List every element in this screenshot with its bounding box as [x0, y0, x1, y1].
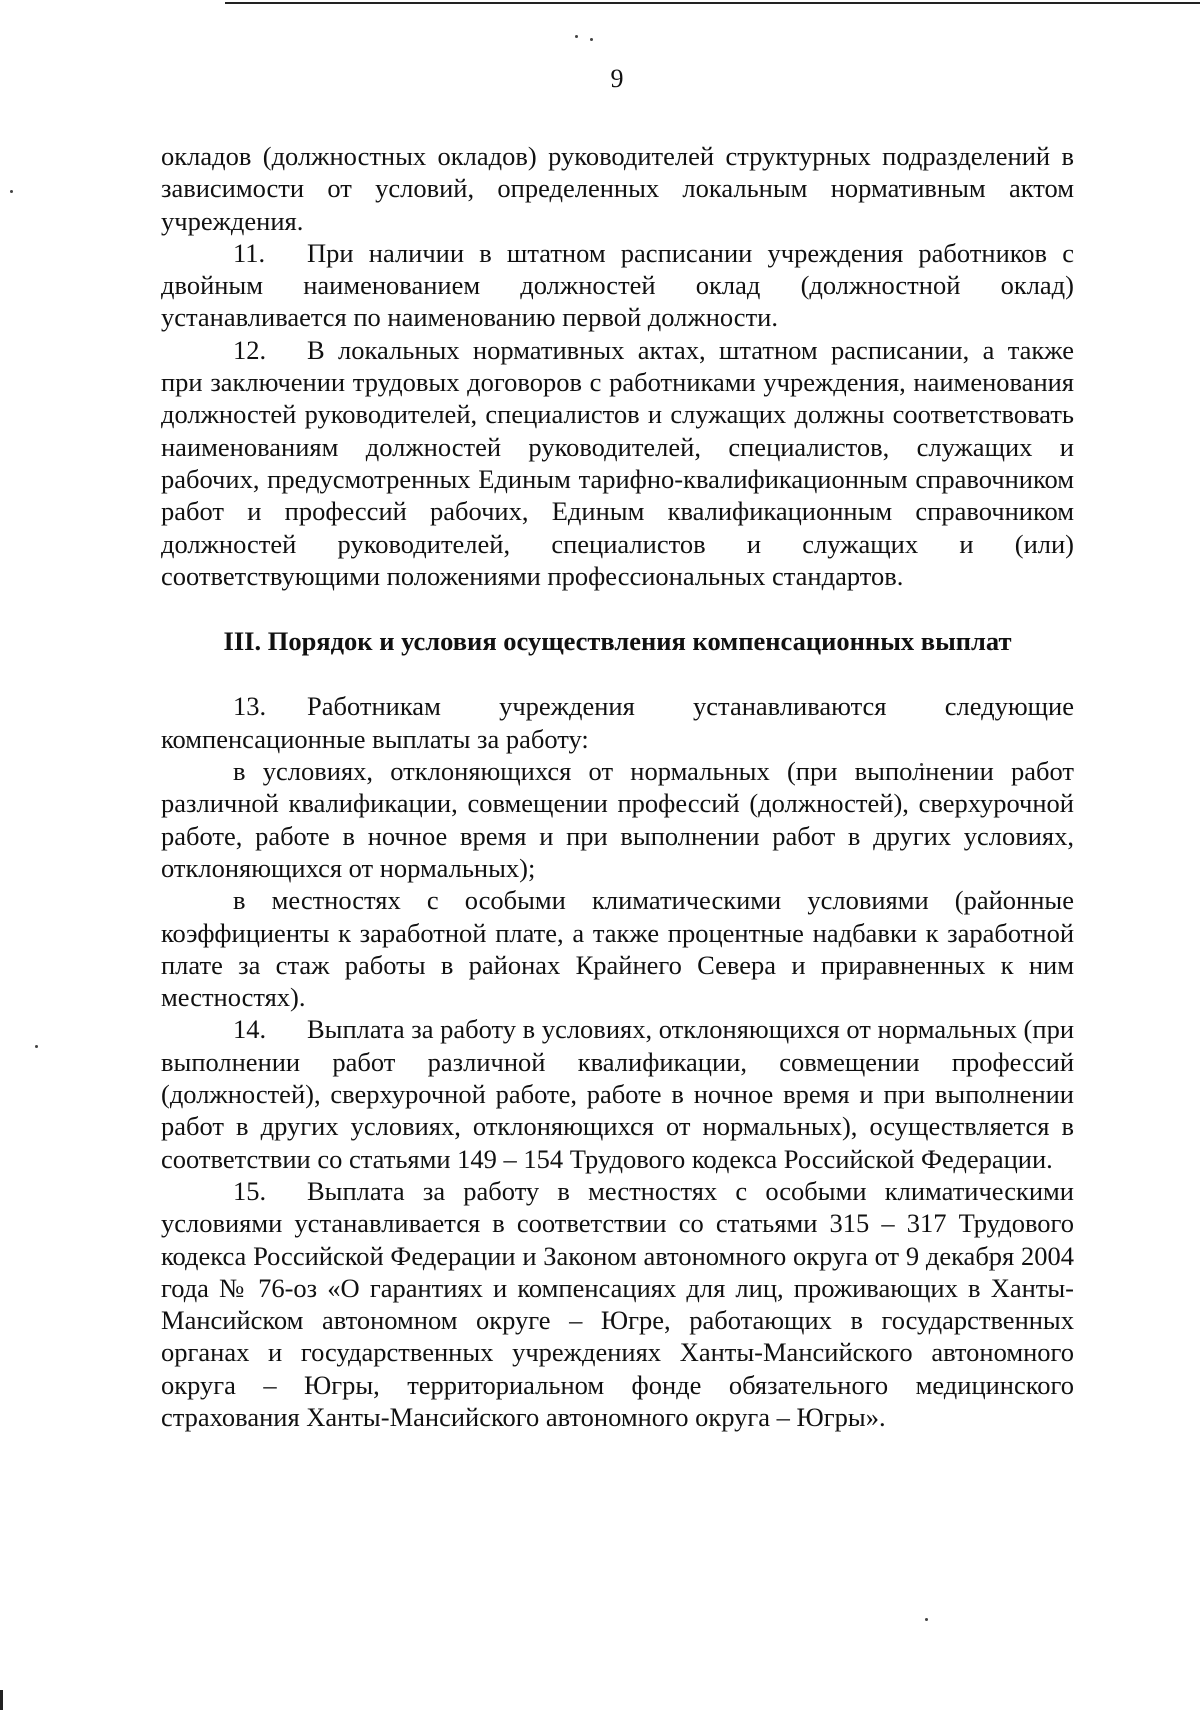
paragraph-number: 15. — [233, 1175, 267, 1206]
section-heading: III. Порядок и условия осуществления компенсационных выплат — [223, 626, 1012, 657]
document-body — [161, 140, 1074, 1433]
scan-speck — [35, 1045, 38, 1048]
scan-speck — [10, 190, 13, 193]
paragraph-11: 11. При наличии в штатном расписании учреждения работников с двойным наименованием должностей оклад (должностной оклад) устанавливается по наименованию первой должности. — [161, 237, 1074, 333]
paragraph-number: 14. — [233, 1014, 267, 1045]
paragraph-number: 11. — [233, 237, 266, 268]
paragraph-13-item-2: в местностях с особыми климатическими условиями (районные коэффициенты к заработной плате, а также процентные надбавки к заработной плате за стаж работы в районах Крайнего Севера и приравненных к ним местностях). — [161, 885, 1074, 1013]
paragraph-15: 15. Выплата за работу в местностях с особыми климатическими условиями устанавливается в соответствии со статьями 315 – 317 Трудового кодекса Российской Федерации и Законом автономного округа от 9 декабря 2004 года № 76-оз «О гарантиях и компенсациях для лиц, проживающих в Ханты-Мансийском автономном округе – Югре, работающих в государственных органах и государственных учреждениях Ханты-Мансийского автономного округа – Югры, территориальном фонде обязательного медицинского страхования Ханты-Мансийского автономного округа – Югры». — [161, 1175, 1074, 1432]
scan-speck — [575, 35, 578, 38]
paragraph-number: 13. — [233, 691, 267, 722]
paragraph-13: 13. Работникам учреждения устанавливаются следующие компенсационные выплаты за работу: — [161, 691, 1074, 754]
scan-speck — [590, 38, 593, 41]
paragraph-continuation: окладов (должностных окладов) руководителей структурных подразделений в зависимости от условий, определенных локальным нормативным актом учреждения. — [161, 141, 1074, 236]
scan-edge-line — [225, 2, 1200, 4]
paragraph-number: 12. — [233, 334, 267, 365]
paragraph-13-item-1: в условиях, отклоняющихся от нормальных (при выполнении работ различной квалификации, совмещении профессий (должностей), сверхурочной работе, работе в ночное время и при выполнении работ в других условиях, отклоняющихся от нормальных); — [161, 756, 1074, 883]
paragraph-14: 14. Выплата за работу в условиях, отклоняющихся от нормальных (при выполнении работ различной квалификации, совмещении профессий (должностей), сверхурочной работе, работе в ночное время и при выполнении работ в других условиях, отклоняющихся от нормальных), осуществляется в соответствии со статьями 149 – 154 Трудового кодекса Российской Федерации. — [161, 1014, 1074, 1174]
scan-speck — [925, 1618, 928, 1621]
page-number: 9 — [610, 64, 624, 93]
paragraph-12: 12. В локальных нормативных актах, штатном расписании, а также при заключении трудовых договоров с работниками учреждения, наименования должностей руководителей, специалистов и служащих должны соответствовать наименованиям должностей руководителей, специалистов, служащих и рабочих, предусмотренных Единым тарифно-квалификационным справочником работ и профессий рабочих, Единым квалификационным справочником должностей руководителей, специалистов и служащих и (или) соответствующими положениями профессиональных стандартов. — [161, 334, 1074, 591]
scan-edge-mark — [0, 1690, 3, 1710]
